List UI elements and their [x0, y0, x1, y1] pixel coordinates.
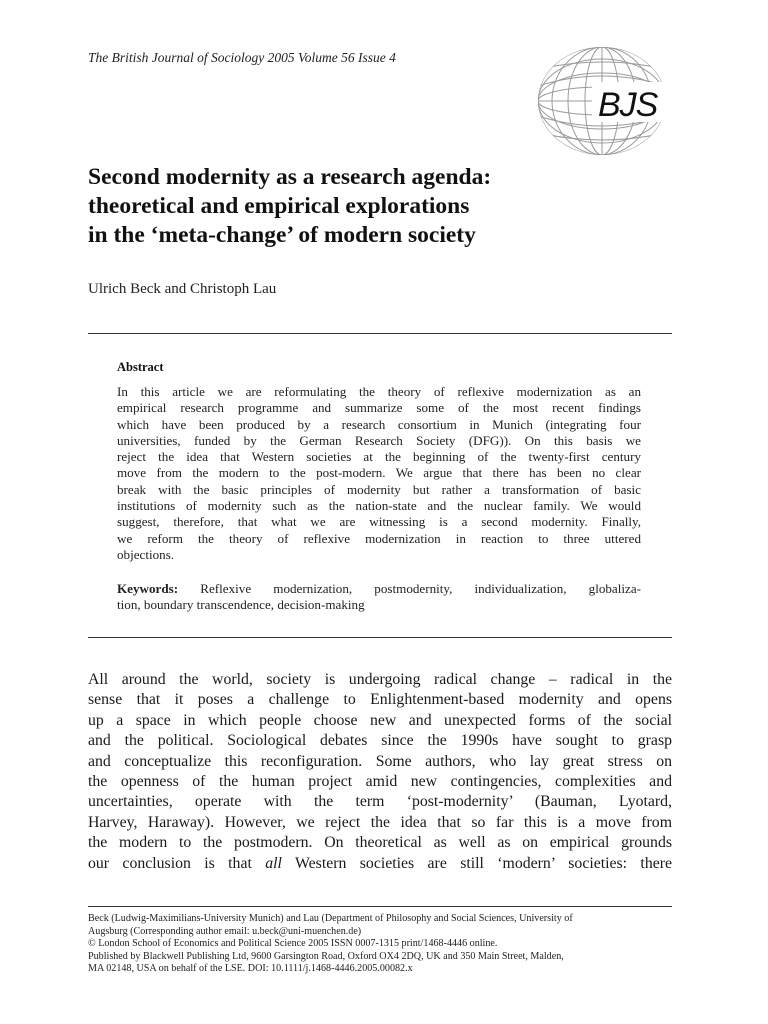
- abstract-line: universities, funded by the German Research Society (DFG)). On this basis we: [117, 432, 641, 448]
- body-paragraph: [88, 670, 672, 874]
- divider-middle: [88, 637, 672, 638]
- abstract-line: empirical research programme and summarize some of the most recent findings: [117, 400, 641, 416]
- keywords: [117, 581, 641, 614]
- abstract-line: we reform the theory of reflexive modernization in reaction to three uttered: [117, 530, 641, 546]
- keywords-label: Keywords:: [117, 581, 179, 596]
- body-last-before: our conclusion is that: [88, 854, 266, 872]
- body-last-after: Western societies are still ‘modern’ societies: there: [281, 854, 672, 872]
- footnote-line: © London School of Economics and Political Science 2005 ISSN 0007-1315 print/1468-4446 online.: [88, 938, 498, 950]
- divider-top: [88, 333, 672, 334]
- abstract-line: suggest, therefore, that what we are witnessing is a second modernity. Finally,: [117, 514, 641, 530]
- abstract-line: objections.: [117, 546, 175, 562]
- footnote-line: Augsburg (Corresponding author email: u.beck@uni-muenchen.de): [88, 925, 362, 937]
- footnote: [88, 913, 678, 976]
- abstract-line: move from the modern to the post-modern. We argue that there has been no clear: [117, 465, 641, 481]
- body-line: sense that it poses a challenge to Enlightenment-based modernity and opens: [88, 691, 672, 709]
- title-line-1: Second modernity as a research agenda:: [88, 164, 492, 190]
- body-line: and the political. Sociological debates since the 1990s have sought to grasp: [88, 732, 672, 750]
- abstract-text: [117, 384, 641, 563]
- body-line: the openness of the human project amid new contingencies, complexities and: [88, 773, 672, 791]
- keywords-text-2: tion, boundary transcendence, decision-making: [117, 597, 365, 613]
- body-line: Harvey, Haraway). However, we reject the idea that so far this is a move from: [88, 813, 672, 831]
- article-title: [88, 163, 608, 250]
- title-line-3: in the ‘meta-change’ of modern society: [88, 222, 476, 248]
- logo-text: BJS: [598, 86, 658, 124]
- body-line: up a space in which people choose new and unexpected forms of the social: [88, 711, 672, 729]
- abstract-line: In this article we are reformulating the theory of reflexive modernization as an: [117, 384, 641, 399]
- title-line-2: theoretical and empirical explorations: [88, 193, 470, 219]
- footnote-line: MA 02148, USA on behalf of the LSE. DOI: 10.1111/j.1468-4446.2005.00082.x: [88, 963, 413, 975]
- keywords-text-1: Reflexive modernization, postmodernity, individualization, globaliza-: [178, 581, 641, 596]
- body-line: uncertainties, operate with the term ‘post-modernity’ (Bauman, Lyotard,: [88, 793, 672, 811]
- abstract-line: institutions of modernity such as the nation-state and the nuclear family. We would: [117, 498, 641, 514]
- journal-citation: The British Journal of Sociology 2005 Volume 56 Issue 4: [88, 50, 396, 65]
- body-line: and conceptualize this reconfiguration. Some authors, who lay great stress on: [88, 752, 672, 770]
- divider-footnote: [88, 906, 672, 907]
- abstract-line: reject the idea that Western societies at the beginning of the twenty-first century: [117, 449, 641, 465]
- abstract-line: which have been produced by a research consortium in Munich (integrating four: [117, 416, 641, 432]
- body-line-last: [88, 854, 672, 874]
- abstract-line: break with the basic principles of modernity but rather a transformation of basic: [117, 481, 641, 497]
- article-authors: Ulrich Beck and Christoph Lau: [88, 281, 277, 297]
- footnote-line: Beck (Ludwig-Maximilians-University Munich) and Lau (Department of Philosophy and Social Sciences, University of: [88, 913, 573, 924]
- body-line: the modern to the postmodern. On theoretical as well as on empirical grounds: [88, 834, 672, 852]
- keywords-line-1: [117, 581, 641, 597]
- footnote-line: Published by Blackwell Publishing Ltd, 9600 Garsington Road, Oxford OX4 2DQ, UK and 350 Main Street, Malden,: [88, 950, 564, 962]
- body-emphasis-all: all: [265, 854, 282, 872]
- body-line: All around the world, society is undergoing radical change – radical in the: [88, 671, 672, 688]
- abstract-heading: Abstract: [117, 360, 164, 374]
- bjs-globe-logo: [536, 46, 674, 158]
